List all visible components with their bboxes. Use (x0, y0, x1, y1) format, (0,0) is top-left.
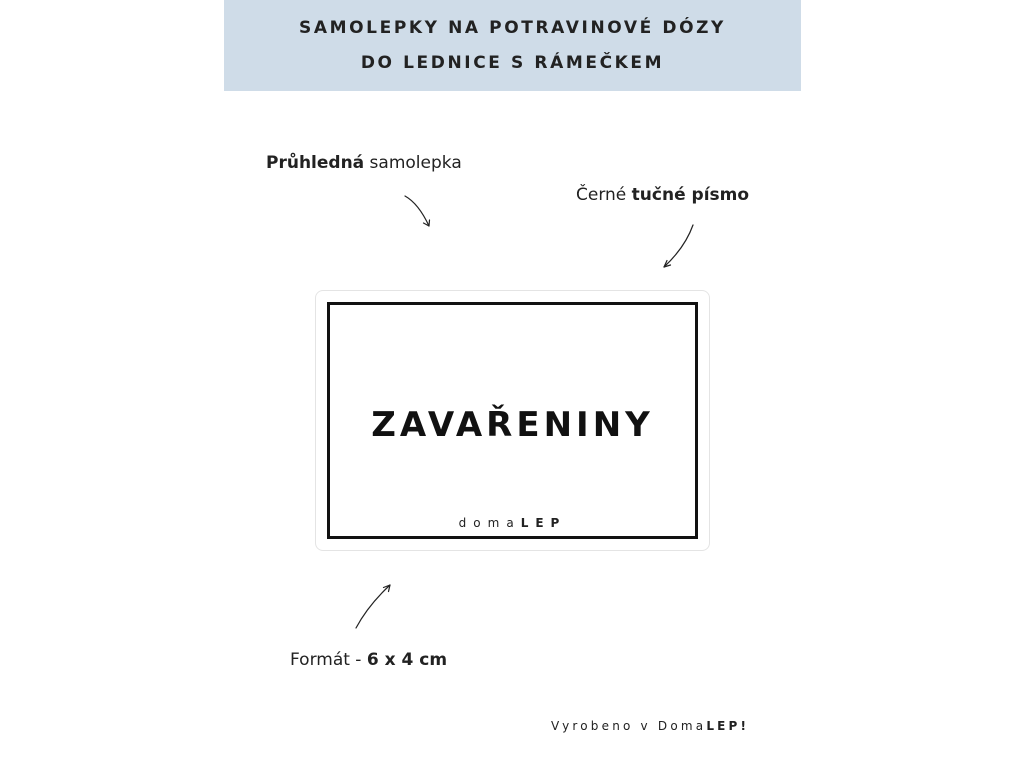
callout-font-bold: tučné písmo (631, 185, 750, 205)
arrow-to-sticker-top-right-icon (658, 222, 698, 272)
sticker-brand-mark (330, 516, 695, 530)
banner-title-line-2: DO LEDNICE S RÁMEČKEM (360, 52, 665, 73)
sticker-preview (315, 290, 710, 551)
callout-format-size (290, 650, 447, 670)
callout-transparent-bold: Průhledná (266, 153, 365, 173)
sticker-brand-bold: LEP (520, 516, 567, 530)
footer-brand-bold: LEP! (706, 719, 750, 733)
callout-transparent-sticker (266, 153, 462, 173)
sticker-brand-plain: doma (458, 516, 521, 530)
footer-text: Vyrobeno v Doma (551, 719, 707, 733)
callout-transparent-text: samolepka (364, 153, 462, 173)
callout-font-text: Černé (576, 185, 632, 205)
arrow-to-sticker-top-left-icon (400, 193, 436, 231)
callout-black-bold-font (576, 185, 749, 205)
footer-made-by (551, 719, 749, 733)
sticker-label-text: ZAVAŘENINY (371, 405, 654, 445)
callout-format-text: Formát - (290, 650, 367, 670)
callout-format-bold: 6 x 4 cm (366, 650, 448, 670)
banner-title-line-1: SAMOLEPKY NA POTRAVINOVÉ DÓZY (299, 17, 726, 38)
arrow-to-sticker-bottom-icon (352, 580, 396, 632)
sticker-frame (327, 302, 698, 539)
title-banner (224, 0, 801, 91)
